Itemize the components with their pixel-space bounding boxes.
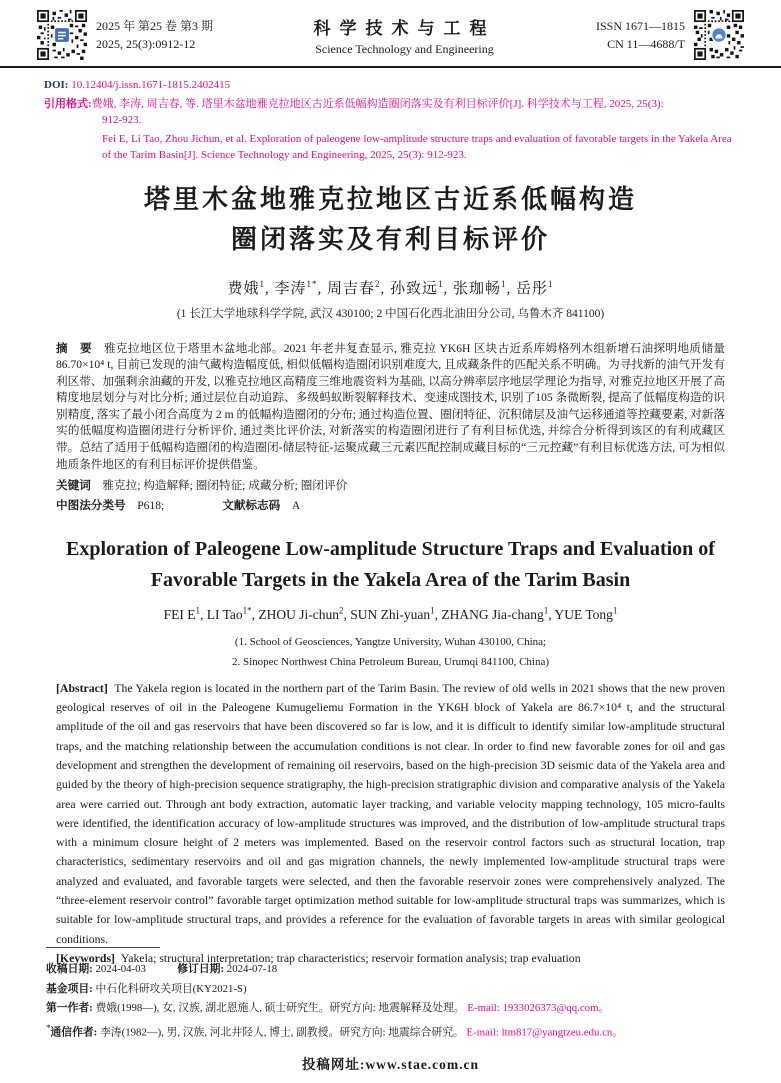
fund-value: 中石化科研攻关项目(KY2021-S) [95,982,247,995]
keywords-cn-text: 雅克拉; 构造解释; 圈闭特征; 成藏分析; 圈闭评价 [102,479,348,493]
cn-number: CN 11—4688/T [607,37,685,51]
journal-name-cn: 科学技术与工程 [313,18,496,38]
submission-site-label: 投稿网址: [301,1057,366,1072]
keywords-cn [56,477,725,494]
affiliation-en-line2: 2. Sinopec Northwest China Petroleum Bureau, Urumqi 841100, China) [231,655,550,668]
author-en: , YUE Tong$^1$ [548,605,618,622]
issue-volume-line: 2025 年 第25 卷 第3 期 [96,19,214,33]
doi-value[interactable]: 10.12404/j.issn.1671-1815.2402415 [71,79,231,91]
journal-name [213,14,596,57]
corr-author-email[interactable]: E-mail: ltm817@yangtzeu.edu.cn。 [466,1026,624,1039]
keywords-en-text: Yakela; structural interpretation; trap characteristics; reservoir formation analysis; trap evaluation [120,950,581,965]
citation-label: 引用格式: [44,97,92,110]
fund-line [46,980,741,1000]
doi-line [44,77,737,94]
clc-line [56,497,725,514]
author-en: , LI Tao$^{1*}$ [199,605,252,622]
citation-english: Fei E, Li Tao, Zhou Jichun, et al. Exploration of paleogene low-amplitude structure traps and evaluation of favorable targets in the Yakela Area of the Tarim Basin[J]. Science Technology and Engineering, 2025, 25(3): 912-923. [102,132,732,161]
first-author-bio: 费娥(1998—), 女, 汉族, 湖北恩施人, 硕士研究生。研究方向: 地震解释及处理。 [95,1002,465,1015]
citation-chinese [44,96,737,129]
article-title-cn [0,180,781,260]
author-cn: , 张珈畅$^1$ [443,278,507,297]
issn-number: ISSN 1671—1815 [595,19,685,33]
author-en: , ZHANG Jia-chang$^1$ [434,605,549,622]
abstract-cn-label: 摘 要 [56,341,92,355]
affiliation-cn: (1 长江大学地球科学学院, 武汉 430100; 2 中国石化西北油田分公司, 乌鲁木齐 841100) [176,307,605,320]
submission-site-url[interactable]: www.stae.com.cn [365,1057,480,1072]
author-cn: , 岳彤$^1$ [506,278,554,297]
issn-info [596,17,685,53]
issue-info [96,17,213,53]
author-en: FEI $E^1$ [163,605,200,622]
revised-value: 2024-07-18 [226,963,278,976]
author-cn: , 孙致远$^1$ [380,278,444,297]
corr-author-line [46,1019,741,1043]
keywords-en-label: [Keywords] [56,950,115,965]
journal-header [0,0,781,68]
doi-label: DOI: [44,79,69,91]
affiliation-en [0,632,781,672]
dates-line [46,960,741,980]
footnote-separator [46,947,160,948]
author-cn: , 周吉春$^2$ [317,278,381,297]
title-cn-line2: 圈闭落实及有利目标评价 [230,224,550,255]
authors-en [0,605,781,623]
abstract-cn [56,341,725,474]
citation-cn-pages: 912-923. [102,114,142,126]
citation-cn-text: 费娥, 李涛, 周吉春, 等. 塔里木盆地雅克拉地区古近系低幅构造圈闭落实及有利目标评价[J]. 科学技术与工程, 2025, 25(3): [91,97,664,110]
author-cn: 费娥$^1$ [227,278,265,297]
title-en-line2: Favorable Targets in the Yakela Area of the Tarim Basin [150,569,631,592]
author-en: , SUN Zhi-yuan$^1$ [343,605,435,622]
article-title-en [0,534,781,596]
footnote-block [46,947,741,1043]
abstract-en-text: The Yakela region is located in the northern part of the Tarim Basin. The review of old wells in 2021 shows that the new proven geological reserves of oil in the Paleogene Kumugeliemu Formation in the YK6H block of Yakela are 86.7×10⁴ t, and the structural amplitude of the oil and gas reservoirs that have been discovered so far is low, and it is difficult to identify similar low-amplitude structural traps, and the matching relationship between the accumulation conditions is not clear. In order to find new favorable zones for oil and gas development and strengthen the development of remaining oil reservoirs, based on the high-precision 3D seismic data of the Yakela area and guided by the theory of high-precision sequence stratigraphy, the high-precision stratigraphic division and comparative analysis of the Yakela area were carried out. Through ant body extraction, automatic layer tracking, and variable velocity mapping technology, 105 micro-faults were identified, the identification accuracy of low-amplitude structures was improved, and the distribution of low-amplitude structural traps with a minimum closure height of 2 meters was implemented. Based on the reservoir control factors such as structural location, trap characteristics, sedimentary reservoirs and oil and gas migration channels, the newly implemented low-amplitude structural traps were analyzed and evaluated, and favorable targets were selected, and then the favorable reservoir zones were comprehensively analyzed. The “three-element reservoir control” favorable target optimization method suitable for low-amplitude structural traps was summarizes, which is suitable for low-amplitude structural traps, and provides a reference for the evaluation of favorable targets in areas with similar geological conditions. [56,680,725,946]
doc-code-label: 文献标志码 [222,499,281,513]
journal-name-en: Science Technology and Engineering [315,41,494,56]
received-value: 2024-04-03 [95,963,146,976]
fund-label: 基金项目: [46,982,93,995]
first-author-email[interactable]: E-mail: 1933026373@qq.com。 [467,1002,610,1015]
revised-label: 修订日期: [177,963,225,976]
authors-cn [0,277,781,298]
qr-code-right [693,10,745,60]
abstract-en [56,679,725,949]
issue-pages-line: 2025, 25(3):0912-12 [96,37,196,51]
corr-author-label: 通信作者: [50,1026,98,1039]
corr-author-star: * [46,1022,51,1033]
abstract-cn-text: 雅克拉地区位于塔里木盆地北部。2021 年老井复查显示, 雅克拉 YK6H 区块古近系库姆格列木组新增石油探明地质储量 86.70×10⁴ t, 目前已发现的油气藏构造幅度低, 相似低幅构造圈闭识别难度大, 且成藏条件的匹配关系不明确。为寻找新的油气开发有利区带、加强剩余油藏的开发, 以雅克拉地区高精度三维地震资料为基础, 以高分辨率层序地层学理论为指导, 对雅克拉地区开展了高精度地层划分与对比分析; 通过层位自动追踪、多级蚂蚁断裂解释技术、变速成图技术, 识别了105 条微断裂, 提高了低幅度构造的识别精度, 落实了最小闭合高度为 2 m 的低幅构造圈闭的分布; 通过构造位置、圈闭特征、沉积储层及油气运移通道等控藏要素, 对新落实的低幅度构造圈闭进行分析评价, 通过类比评价法, 对新落实的构造圈闭进行了有利目标优选, 并综合分析得到该区的有利成藏区带。总结了适用于低幅构造圈闭的构造圈闭-储层特征-运聚成藏三元素匹配控制成藏目标的“三元控藏”有利目标优选方法, 可为相似地质条件地区的有利目标评价提供借鉴。 [56,341,725,471]
corr-author-bio: 李涛(1982—), 男, 汉族, 河北井陉人, 博士, 副教授。研究方向: 地震综合研究。 [100,1026,464,1039]
citation-block [0,68,781,164]
submission-site-line [0,1053,781,1073]
received-label: 收稿日期: [46,963,93,976]
clc-label: 中图法分类号 [56,499,126,513]
keywords-cn-label: 关键词 [56,479,91,493]
title-en-line1: Exploration of Paleogene Low-amplitude Structure Traps and Evaluation of [66,538,715,561]
author-en: , ZHOU Ji-chun$^2$ [251,605,344,622]
qr-code-left [36,10,88,60]
abstract-en-label: [Abstract] [56,680,108,695]
affiliation-en-line1: (1. School of Geosciences, Yangtze University, Wuhan 430100, China; [234,635,547,648]
first-author-line [46,999,741,1019]
clc-value: P618; [137,499,165,513]
title-cn-line1: 塔里木盆地雅克拉地区古近系低幅构造 [143,184,637,215]
author-cn: , 李涛$^{1*}$ [264,278,318,297]
doc-code-value: A [291,499,301,513]
first-author-label: 第一作者: [46,1002,93,1015]
